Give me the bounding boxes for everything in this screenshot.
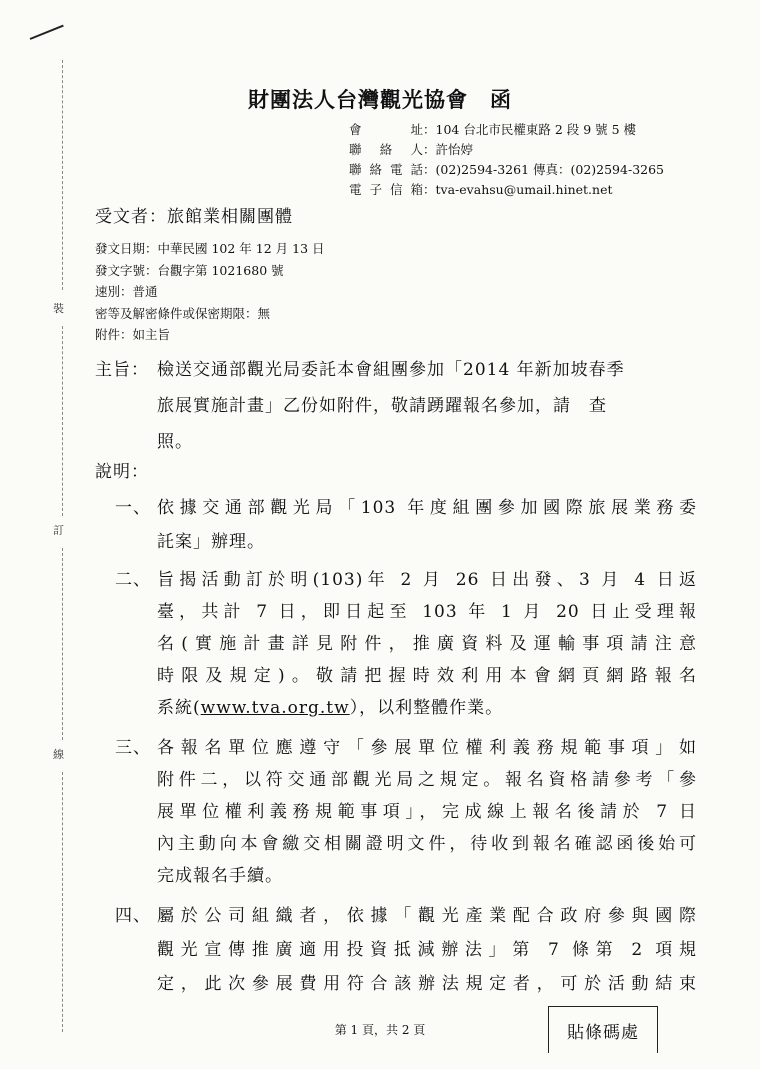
barcode-stamp-box: 貼條碼處 [548,1006,658,1053]
speed-class: 速別：普通 [95,284,158,299]
binding-dash-line [62,548,63,740]
doc-number: 發文字號：台觀字第 1021680 號 [95,262,284,278]
binding-mark-ding: 訂 [53,524,64,537]
page-number: 第 1 頁，共 2 頁 [334,1023,426,1037]
binding-dash-line [62,326,63,516]
document-meta [95,238,325,346]
recipient: 受文者：旅館業相關團體 [95,207,293,227]
tva-website-link[interactable]: www.tva.org.tw [200,698,350,718]
binding-mark-xian: 線 [53,748,64,761]
binding-mark-zhuang: 裝 [53,302,64,315]
issue-date: 發文日期：中華民國 102 年 12 月 13 日 [95,241,325,256]
binding-dash-line [62,772,63,1032]
registration-system-line: 系統(www.tva.org.tw），以利整體作業。 [157,698,504,718]
contact-address: 會 址：104 台北市民權東路 2 段 9 號 5 樓 [349,122,637,137]
confidentiality: 密等及解密條件或保密期限：無 [95,305,271,321]
explanation-label: 說明： [95,462,149,482]
document-title [0,84,760,114]
contact-email: 電子信箱：tva-evahsu@umail.hinet.net [349,182,613,197]
organization-title: 財團法人台灣觀光協會 [248,87,468,112]
pen-mark [30,25,64,40]
contact-phone: 聯絡電話：(02)2594-3261 傳真：(02)2594-3265 [349,162,665,177]
document-page: 裝 訂 線 財團法人台灣觀光協會 函 會 址：104 台北市民權東路 2 段 9 號 5 樓 聯 絡 人：許怡婷 聯絡電話：(02)2594-3261 傳真：(02)2594-3265 電子信箱：tva-evahsu@umail.hinet.net 受文者：旅館業相關團體 發文日期：中華民國 102 年 12 月 13 日 發文字號：台觀字第 1021680 號 速別：普通 密等及解密條件或保密期限：無 附件：如主旨 主旨： 檢送交通部觀光局委託本會組團參加「2014 年新加坡春季 旅展實施計畫」乙份如附件，敬請踴躍報名參加，請 查 照。 說明： 一、 依據交通部觀光局「103 年度組團參加國際旅展業務委 託案」辦理。 二、 旨揭活動訂於明(103)年 2 月 26 日出發、3 月 4 日返 臺，共計 7 日，即日起至 103 年 1 月 20 日止受理報 名(實施計畫詳見附件，推廣資料及運輸事項請注意 時限及規定)。敬請把握時效利用本會網頁網路報名 系統(www.tva.org.tw），以利整體作業。 三、 各報名單位應遵守「參展單位權利義務規範事項」如 附件二，以符交通部觀光局之規定。報名資格請參考「參 展單位權利義務規範事項」，完成線上報名後請於 7 日 內主動向本會繳交相關證明文件，待收到報名確認函後始可 完成報名手續。 四、 屬於公司組織者，依據「觀光產業配合政府參與國際 觀光宣傳推廣適用投資抵減辦法」第 7 條第 2 項規 定，此次參展費用符合該辦法規定者，可於活動結束 第 1 頁，共 2 頁 貼條碼處 [0,0,760,1069]
subject-label: 主旨： [95,360,149,380]
doc-type: 函 [490,87,512,112]
contact-block [349,120,664,200]
attachment: 附件：如主旨 [95,327,171,342]
contact-person: 聯 絡 人：許怡婷 [349,142,474,157]
